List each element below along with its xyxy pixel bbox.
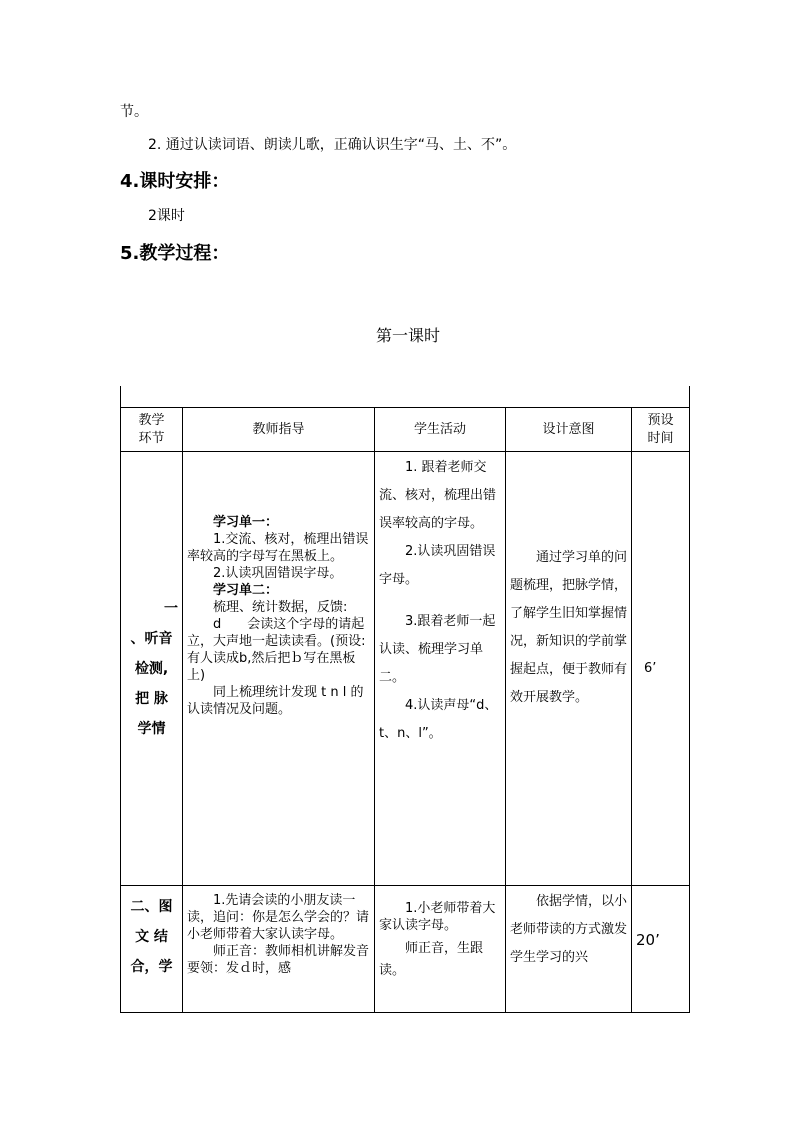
time-value: 20’ <box>636 931 660 949</box>
lesson-plan-table <box>120 386 690 1013</box>
teacher-cell <box>183 452 375 886</box>
student-line: 1.小老师带着大家认读字母。 <box>379 901 496 933</box>
student-line: 1. 跟着老师交流、核对，梳理出错误率较高的字母。 <box>379 460 497 531</box>
header-stage <box>121 408 183 452</box>
table-row <box>121 886 690 1013</box>
stage-line: 合，学 <box>130 959 173 975</box>
stage-line: 、听音 <box>130 630 173 647</box>
paragraph-fragment: 节。 <box>120 104 148 120</box>
stage-line: 把 脉 <box>135 690 168 707</box>
header-design: 设计意图 <box>506 408 632 452</box>
goal-item-2: 2. 通过认读词语、朗读儿歌，正确认识生字“马、土、不”。 <box>148 137 517 153</box>
student-cell <box>375 886 506 1013</box>
student-line: 3.跟着老师一起认读、梳理学习单二。 <box>379 614 496 685</box>
design-cell <box>506 452 632 886</box>
stage-line: 一 <box>164 600 178 617</box>
teacher-line: 同上梳理统计发现 t n l 的认读情况及问题。 <box>187 685 364 717</box>
teacher-line: 1.交流、核对，梳理出错误率较高的字母写在黑板上。 <box>187 532 369 564</box>
heading-schedule: 4.课时安排： <box>120 171 230 192</box>
stage-cell <box>121 886 183 1013</box>
stage-line: 二、图 <box>130 899 173 915</box>
student-line: 师正音，生跟读。 <box>379 941 484 978</box>
student-line: 2.认读巩固错误字母。 <box>379 544 496 587</box>
time-cell <box>632 452 690 886</box>
teacher-cell <box>183 886 375 1013</box>
stage-cell <box>121 452 183 886</box>
design-text: 依据学情，以小老师带读的方式激发学生学习的兴 <box>510 894 628 965</box>
table-header-row <box>121 408 690 452</box>
student-line: 4.认读声母“d、t、n、l”。 <box>379 698 498 741</box>
student-cell <box>375 452 506 886</box>
header-time <box>632 408 690 452</box>
stage-line: 检测, <box>134 660 169 677</box>
header-student: 学生活动 <box>375 408 506 452</box>
header-stage-line1: 教学 <box>138 412 165 428</box>
table-row <box>121 452 690 886</box>
design-text: 通过学习单的问题梳理，把脉学情，了解学生旧知掌握情况，新知识的学前掌握起点，便于教师有效开展教学。 <box>510 550 628 705</box>
teacher-line: 梳理、统计数据，反馈: <box>213 600 348 615</box>
teacher-line: 2.认读巩固错误字母。 <box>213 566 343 581</box>
time-value: 6’ <box>644 661 657 676</box>
header-time-line2: 时间 <box>647 430 674 446</box>
header-stage-line2: 环节 <box>138 430 165 446</box>
teacher-line: 学习单一： <box>213 515 279 530</box>
header-time-line1: 预设 <box>647 412 674 428</box>
teacher-line: 学习单二： <box>213 583 279 598</box>
teacher-line: 师正音：教师相机讲解发音要领：发ｄ时，感 <box>187 944 370 976</box>
header-teacher: 教师指导 <box>183 408 375 452</box>
lesson-title: 第一课时 <box>376 326 441 345</box>
teacher-line: 1.先请会读的小朋友读一读，追问：你是怎么学会的？请小老师带着大家认读字母。 <box>187 893 370 942</box>
stage-line: 文 结 <box>135 929 168 945</box>
stage-line: 学情 <box>137 720 166 737</box>
table-top-spacer <box>121 386 690 408</box>
heading-process: 5.教学过程： <box>120 243 230 264</box>
teacher-line: d 会读这个字母的请起立，大声地一起读读看。(预设:有人读成b,然后把ｂ写在黑板上) <box>187 617 366 683</box>
schedule-hours: 2课时 <box>148 208 185 224</box>
design-cell <box>506 886 632 1013</box>
time-cell <box>632 886 690 1013</box>
